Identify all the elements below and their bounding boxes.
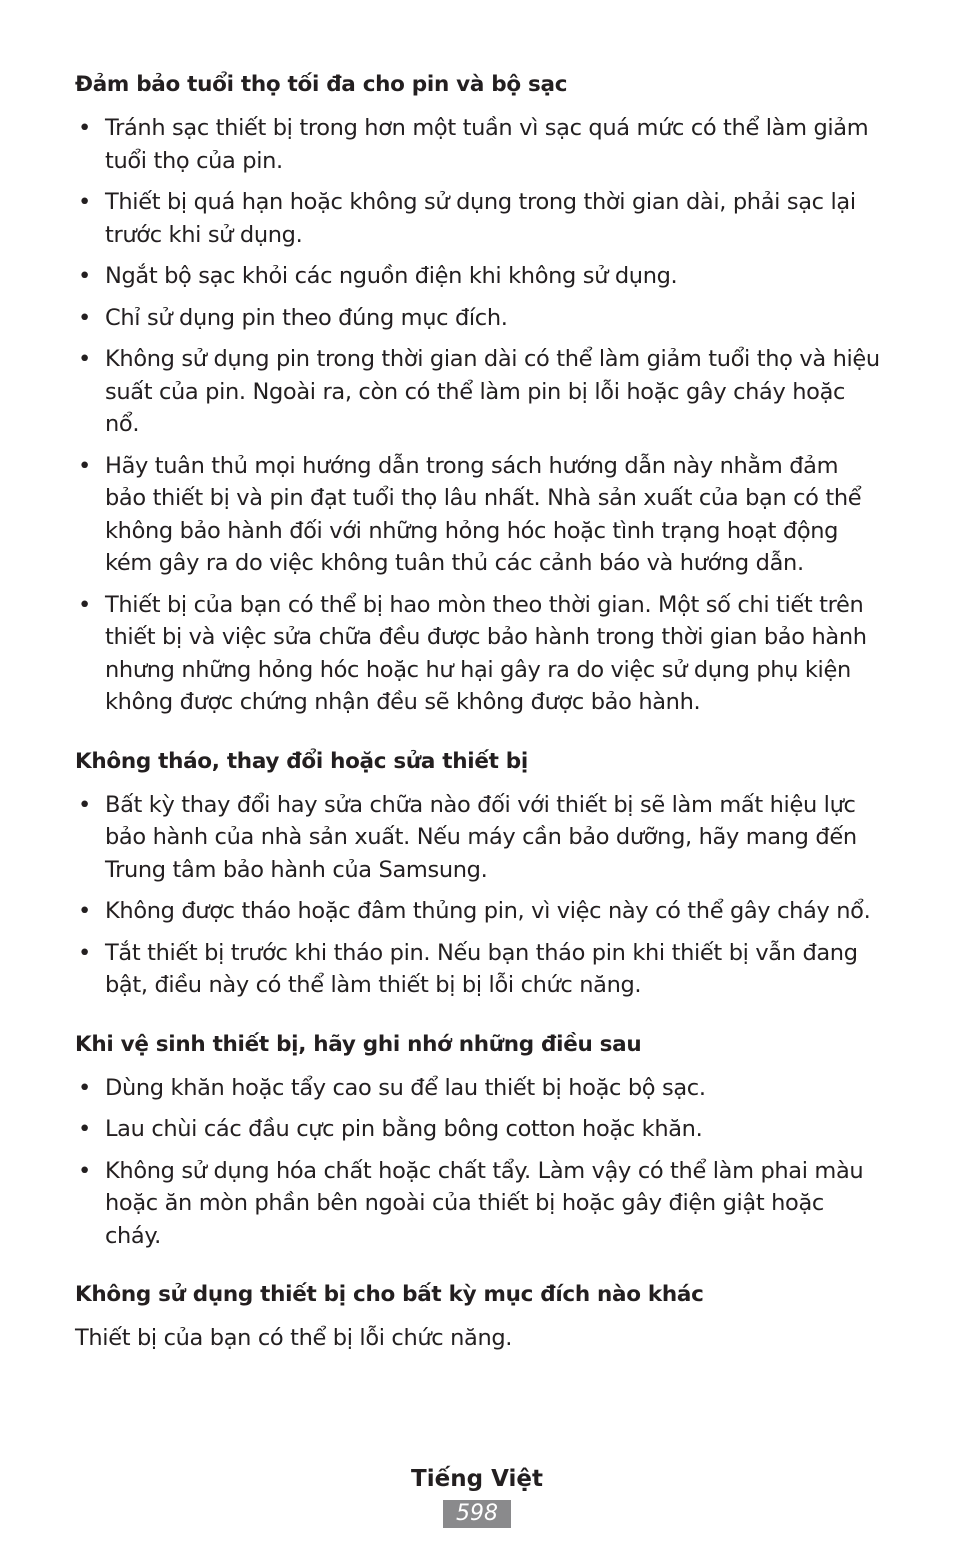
- list-item: [75, 589, 885, 719]
- list-item: [75, 343, 885, 441]
- section-no-disassembly: [75, 747, 885, 1002]
- section-other-purpose: [75, 1280, 885, 1355]
- list-item-text: Lau chùi các đầu cực pin bằng bông cotton hoặc khăn.: [105, 1116, 703, 1142]
- bullet-icon: •: [78, 791, 91, 818]
- list-item-text: Không sử dụng pin trong thời gian dài có thể làm giảm tuổi thọ và hiệu suất của pin. Ngoài ra, còn có thể làm pin bị lỗi hoặc gây cháy hoặc nổ.: [105, 346, 880, 437]
- list-item: [75, 1155, 885, 1253]
- bullet-icon: •: [78, 939, 91, 966]
- bullet-icon: •: [78, 346, 91, 372]
- list-item: [75, 895, 885, 928]
- bullet-icon: •: [78, 898, 91, 924]
- list-item-text: Ngắt bộ sạc khỏi các nguồn điện khi không sử dụng.: [105, 263, 678, 289]
- section-cleaning: [75, 1030, 885, 1253]
- page-number-badge: 598: [443, 1500, 511, 1528]
- list-item: [75, 937, 885, 1002]
- bullet-icon: •: [78, 304, 91, 331]
- bullet-icon: •: [78, 263, 91, 289]
- list-item: [75, 1113, 885, 1146]
- section-heading: Không tháo, thay đổi hoặc sửa thiết bị: [75, 748, 528, 774]
- list-item-text: Chỉ sử dụng pin theo đúng mục đích.: [105, 304, 508, 331]
- list-item: [75, 186, 885, 251]
- bullet-icon: •: [78, 1074, 91, 1101]
- section-heading: Khi vệ sinh thiết bị, hãy ghi nhớ những điều sau: [75, 1031, 642, 1057]
- list-item-text: Bất kỳ thay đổi hay sửa chữa nào đối với thiết bị sẽ làm mất hiệu lực bảo hành của nhà sản xuất. Nếu máy cần bảo dưỡng, hãy mang đến Trung tâm bảo hành của Samsung.: [105, 791, 857, 883]
- bullet-icon: •: [78, 1157, 91, 1184]
- bullet-list: [75, 112, 885, 719]
- list-item: [75, 302, 885, 335]
- list-item-text: Hãy tuân thủ mọi hướng dẫn trong sách hướng dẫn này nhằm đảm bảo thiết bị và pin đạt tuổi thọ lâu nhất. Nhà sản xuất của bạn có thể không bảo hành đối với những hỏng hóc hoặc tình trạng hoạt động kém gây ra do việc không tuân thủ các cảnh báo và hướng dẫn.: [105, 452, 862, 576]
- list-item-text: Không sử dụng hóa chất hoặc chất tẩy. Làm vậy có thể làm phai màu hoặc ăn mòn phần bên ngoài của thiết bị hoặc gây điện giật hoặc cháy.: [105, 1157, 864, 1249]
- list-item-text: Thiết bị quá hạn hoặc không sử dụng trong thời gian dài, phải sạc lại trước khi sử dụng.: [105, 189, 856, 248]
- section-heading: Đảm bảo tuổi thọ tối đa cho pin và bộ sạc: [75, 72, 568, 97]
- document-page: [75, 70, 885, 1383]
- bullet-icon: •: [78, 591, 91, 618]
- list-item: [75, 1072, 885, 1105]
- section-battery-life: [75, 70, 885, 719]
- list-item: [75, 112, 885, 177]
- section-heading: Không sử dụng thiết bị cho bất kỳ mục đích nào khác: [75, 1282, 704, 1307]
- list-item-text: Tắt thiết bị trước khi tháo pin. Nếu bạn tháo pin khi thiết bị vẫn đang bật, điều này có thể làm thiết bị bị lỗi chức năng.: [105, 939, 858, 998]
- section-paragraph: Thiết bị của bạn có thể bị lỗi chức năng.: [75, 1325, 513, 1351]
- list-item-text: Không được tháo hoặc đâm thủng pin, vì việc này có thể gây cháy nổ.: [105, 898, 871, 924]
- bullet-list: [75, 789, 885, 1002]
- list-item-text: Dùng khăn hoặc tẩy cao su để lau thiết bị hoặc bộ sạc.: [105, 1074, 706, 1101]
- bullet-icon: •: [78, 189, 91, 215]
- list-item-text: Tránh sạc thiết bị trong hơn một tuần vì sạc quá mức có thể làm giảm tuổi thọ của pin.: [105, 115, 869, 174]
- list-item: [75, 789, 885, 887]
- list-item: [75, 450, 885, 580]
- list-item: [75, 260, 885, 293]
- bullet-icon: •: [78, 452, 91, 479]
- footer-language: Tiếng Việt: [411, 1466, 543, 1492]
- list-item-text: Thiết bị của bạn có thể bị hao mòn theo thời gian. Một số chi tiết trên thiết bị và việc sửa chữa đều được bảo hành trong thời gian bảo hành nhưng những hỏng hóc hoặc hư hại gây ra do việc sử dụng phụ kiện không được chứng nhận đều sẽ không được bảo hành.: [105, 591, 867, 715]
- bullet-icon: •: [78, 115, 91, 141]
- bullet-icon: •: [78, 1116, 91, 1142]
- page-footer: [0, 1462, 954, 1528]
- bullet-list: [75, 1072, 885, 1253]
